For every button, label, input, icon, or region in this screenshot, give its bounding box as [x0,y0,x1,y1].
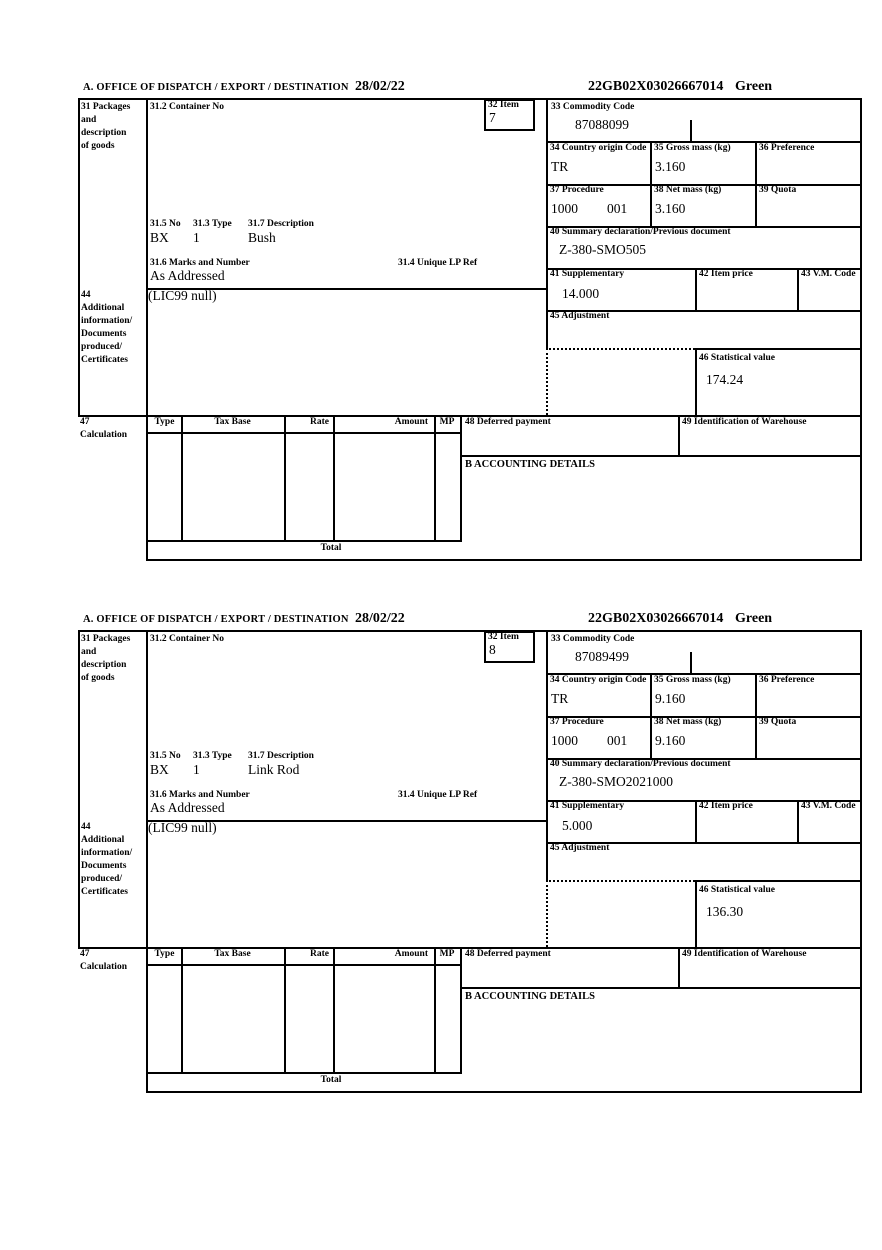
summary-declaration-value: Z-380-SMO505 [559,242,646,257]
form-dotted-line [546,880,695,882]
box32-item-label: 32 Item [488,632,519,642]
box46-statistical-label: 46 Statistical value [699,353,775,363]
form-line [860,98,862,561]
box36-preference-label: 36 Preference [759,675,815,685]
summary-declaration-value: Z-380-SMO2021000 [559,774,673,789]
supplementary-value: 5.000 [562,818,593,833]
form-line [146,98,148,561]
box31-label: description [81,128,127,138]
box48-deferred-label: 48 Deferred payment [465,949,551,959]
box38-net-mass-label: 38 Net mass (kg) [654,717,722,727]
box39-quota-label: 39 Quota [759,717,797,727]
box37-procedure-label: 37 Procedure [550,717,604,727]
form-line [860,630,862,1093]
box31-4-lp-ref-label: 31.4 Unique LP Ref [398,258,478,268]
form-line [460,455,862,457]
form-line [690,652,692,673]
form-line [460,415,462,540]
box31-label: 31 Packages [81,102,131,112]
statistical-value: 174.24 [706,372,744,387]
form-line [695,268,697,310]
form-line [78,98,862,100]
box49-warehouse-label: 49 Identification of Warehouse [682,949,807,959]
form-line [146,964,462,966]
calc-col-mp-header: MP [439,949,455,959]
form-line [755,141,757,226]
calc-col-rate-header: Rate [310,417,329,427]
calc-col-tax-base-header: Tax Base [214,417,251,427]
declaration-date: 28/02/22 [355,79,405,94]
calc-col-mp-header: MP [439,417,455,427]
box44-label: Documents [81,329,127,339]
route-status: Green [735,611,773,626]
box31-5-no-label: 31.5 No [150,219,181,229]
form-dotted-line [546,348,695,350]
form-line [797,800,799,842]
form-line [434,415,436,540]
box35-gross-mass-label: 35 Gross mass (kg) [654,143,731,153]
box44-label: information/ [81,316,133,326]
box44-label: Documents [81,861,127,871]
procedure-category-value: 001 [607,201,628,216]
box31-7-description-label: 31.7 Description [248,751,314,761]
declaration-item-section [0,78,882,568]
form-line [695,880,697,947]
box31-label: and [81,647,97,657]
box37-procedure-label: 37 Procedure [550,185,604,195]
marks-value: As Addressed [150,800,225,815]
form-line [460,947,462,1072]
form-line [146,1072,462,1074]
box31-label: of goods [81,141,115,151]
box31-6-marks-label: 31.6 Marks and Number [150,258,250,268]
box34-origin-label: 34 Country origin Code [550,675,647,685]
supplementary-value: 14.000 [562,286,600,301]
commodity-code-value: 87088099 [575,117,629,132]
calc-col-rate-header: Rate [310,949,329,959]
box48-deferred-label: 48 Deferred payment [465,417,551,427]
box39-quota-label: 39 Quota [759,185,797,195]
goods-description-value: Bush [248,230,276,245]
box31-6-marks-label: 31.6 Marks and Number [150,790,250,800]
box42-item-price-label: 42 Item price [699,801,753,811]
form-line [650,673,652,758]
calc-col-amount-header: Amount [394,949,428,959]
box38-net-mass-label: 38 Net mass (kg) [654,185,722,195]
box31-3-type-label: 31.3 Type [193,219,232,229]
route-status: Green [735,79,773,94]
box32-item-label: 32 Item [488,100,519,110]
form-line [695,348,862,350]
form-line [695,880,862,882]
package-no-value: BX [150,230,169,245]
box44-label: Certificates [81,355,128,365]
accounting-details-label: B ACCOUNTING DETAILS [465,459,595,470]
form-line [546,98,548,348]
form-line [695,348,697,415]
box41-supplementary-label: 41 Supplementary [550,801,625,811]
box31-5-no-label: 31.5 No [150,751,181,761]
form-line [650,141,652,226]
form-line [678,947,680,987]
net-mass-value: 9.160 [655,733,686,748]
box43-vm-code-label: 43 V.M. Code [801,801,856,811]
goods-description-value: Link Rod [248,762,300,777]
form-line [284,947,286,1072]
form-line [755,673,757,758]
form-line [678,415,680,455]
form-line [460,987,862,989]
form-line [690,120,692,141]
box47-label: Calculation [80,962,127,972]
country-origin-value: TR [551,159,569,174]
box41-supplementary-label: 41 Supplementary [550,269,625,279]
box40-summary-label: 40 Summary declaration/Previous document [550,759,731,769]
calc-total-label: Total [320,543,342,553]
commodity-code-value: 87089499 [575,649,629,664]
form-line [78,98,80,417]
declaration-item-section [0,610,882,1100]
box49-warehouse-label: 49 Identification of Warehouse [682,417,807,427]
form-line [333,415,335,540]
form-line [146,540,462,542]
box31-label: description [81,660,127,670]
box45-adjustment-label: 45 Adjustment [550,311,610,321]
calc-col-type-header: Type [154,417,175,427]
box47-label: 47 [80,417,90,427]
box36-preference-label: 36 Preference [759,143,815,153]
package-type-value: 1 [193,230,200,245]
box31-label: and [81,115,97,125]
box44-label: Additional [81,835,125,845]
item-number-value: 8 [489,642,496,657]
box44-label: Additional [81,303,125,313]
procedure-code-value: 1000 [551,201,578,216]
box40-summary-label: 40 Summary declaration/Previous document [550,227,731,237]
accounting-details-label: B ACCOUNTING DETAILS [465,991,595,1002]
gross-mass-value: 9.160 [655,691,686,706]
form-dotted-line [546,348,548,415]
box44-label: 44 [81,290,91,300]
form-line [333,947,335,1072]
box47-label: Calculation [80,430,127,440]
procedure-code-value: 1000 [551,733,578,748]
box47-label: 47 [80,949,90,959]
box46-statistical-label: 46 Statistical value [699,885,775,895]
calc-col-type-header: Type [154,949,175,959]
calc-total-label: Total [320,1075,342,1085]
box31-2-container-label: 31.2 Container No [150,102,224,112]
box44-label: produced/ [81,874,123,884]
box35-gross-mass-label: 35 Gross mass (kg) [654,675,731,685]
net-mass-value: 3.160 [655,201,686,216]
item-number-value: 7 [489,110,496,125]
form-line [434,947,436,1072]
declaration-date: 28/02/22 [355,611,405,626]
form-line [146,559,862,561]
gross-mass-value: 3.160 [655,159,686,174]
box45-adjustment-label: 45 Adjustment [550,843,610,853]
form-line [146,432,462,434]
box44-label: 44 [81,822,91,832]
box43-vm-code-label: 43 V.M. Code [801,269,856,279]
additional-info-value: (LIC99 null) [148,288,217,303]
marks-value: As Addressed [150,268,225,283]
box31-3-type-label: 31.3 Type [193,751,232,761]
box31-2-container-label: 31.2 Container No [150,634,224,644]
form-line [546,630,548,880]
form-line [78,630,862,632]
box31-label: 31 Packages [81,634,131,644]
form-line [181,947,183,1072]
box31-label: of goods [81,673,115,683]
box44-label: produced/ [81,342,123,352]
package-type-value: 1 [193,762,200,777]
box33-commodity-label: 33 Commodity Code [551,634,635,644]
box34-origin-label: 34 Country origin Code [550,143,647,153]
office-of-dispatch-label: A. OFFICE OF DISPATCH / EXPORT / DESTINATION [83,82,349,93]
form-line [146,630,148,1093]
entry-reference: 22GB02X03026667014 [588,79,724,94]
form-line [181,415,183,540]
form-dotted-line [546,880,548,947]
box31-4-lp-ref-label: 31.4 Unique LP Ref [398,790,478,800]
package-no-value: BX [150,762,169,777]
box44-label: Certificates [81,887,128,897]
box33-commodity-label: 33 Commodity Code [551,102,635,112]
statistical-value: 136.30 [706,904,744,919]
entry-reference: 22GB02X03026667014 [588,611,724,626]
country-origin-value: TR [551,691,569,706]
calc-col-tax-base-header: Tax Base [214,949,251,959]
procedure-category-value: 001 [607,733,628,748]
form-line [146,1091,862,1093]
form-line [695,800,697,842]
additional-info-value: (LIC99 null) [148,820,217,835]
box42-item-price-label: 42 Item price [699,269,753,279]
form-line [78,630,80,949]
calc-col-amount-header: Amount [394,417,428,427]
office-of-dispatch-label: A. OFFICE OF DISPATCH / EXPORT / DESTINATION [83,614,349,625]
box44-label: information/ [81,848,133,858]
form-line [284,415,286,540]
box31-7-description-label: 31.7 Description [248,219,314,229]
form-line [797,268,799,310]
